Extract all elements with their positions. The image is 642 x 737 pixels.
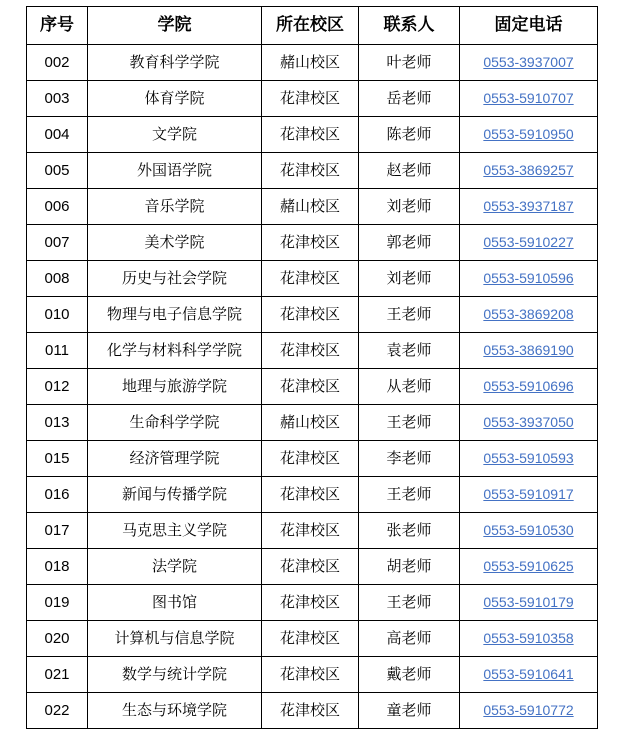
cell-contact: 陈老师 — [359, 117, 460, 153]
cell-college: 音乐学院 — [88, 189, 262, 225]
cell-campus: 花津校区 — [262, 693, 359, 729]
cell-phone — [460, 441, 598, 477]
phone-link[interactable]: 0553-3869257 — [483, 162, 574, 178]
table-row — [27, 333, 598, 369]
cell-num: 008 — [27, 261, 88, 297]
cell-num: 017 — [27, 513, 88, 549]
cell-num: 005 — [27, 153, 88, 189]
table-body — [27, 45, 598, 729]
cell-campus: 花津校区 — [262, 549, 359, 585]
cell-num: 010 — [27, 297, 88, 333]
phone-link[interactable]: 0553-5910596 — [483, 270, 574, 286]
cell-num: 003 — [27, 81, 88, 117]
header-num: 序号 — [27, 7, 88, 45]
cell-college: 数学与统计学院 — [88, 657, 262, 693]
cell-contact: 从老师 — [359, 369, 460, 405]
header-contact: 联系人 — [359, 7, 460, 45]
contacts-table — [26, 6, 598, 729]
cell-num: 006 — [27, 189, 88, 225]
cell-phone — [460, 225, 598, 261]
cell-college: 新闻与传播学院 — [88, 477, 262, 513]
phone-link[interactable]: 0553-5910179 — [483, 594, 574, 610]
cell-college: 体育学院 — [88, 81, 262, 117]
table-row — [27, 513, 598, 549]
cell-contact: 王老师 — [359, 297, 460, 333]
cell-contact: 王老师 — [359, 585, 460, 621]
cell-phone — [460, 621, 598, 657]
cell-num: 019 — [27, 585, 88, 621]
phone-link[interactable]: 0553-5910227 — [483, 234, 574, 250]
cell-contact: 袁老师 — [359, 333, 460, 369]
table-row — [27, 657, 598, 693]
phone-link[interactable]: 0553-3869208 — [483, 306, 574, 322]
table-row — [27, 585, 598, 621]
header-college: 学院 — [88, 7, 262, 45]
cell-college: 化学与材料科学学院 — [88, 333, 262, 369]
cell-phone — [460, 549, 598, 585]
cell-num: 016 — [27, 477, 88, 513]
cell-phone — [460, 45, 598, 81]
cell-phone — [460, 81, 598, 117]
cell-campus: 花津校区 — [262, 513, 359, 549]
table-row — [27, 405, 598, 441]
cell-campus: 花津校区 — [262, 369, 359, 405]
cell-contact: 王老师 — [359, 405, 460, 441]
cell-college: 文学院 — [88, 117, 262, 153]
table-header — [27, 7, 598, 45]
cell-campus: 花津校区 — [262, 261, 359, 297]
phone-link[interactable]: 0553-5910641 — [483, 666, 574, 682]
cell-contact: 岳老师 — [359, 81, 460, 117]
cell-phone — [460, 657, 598, 693]
cell-contact: 张老师 — [359, 513, 460, 549]
cell-num: 011 — [27, 333, 88, 369]
cell-phone — [460, 261, 598, 297]
cell-contact: 刘老师 — [359, 261, 460, 297]
cell-num: 015 — [27, 441, 88, 477]
table-row — [27, 297, 598, 333]
cell-contact: 高老师 — [359, 621, 460, 657]
cell-phone — [460, 693, 598, 729]
table-row — [27, 549, 598, 585]
cell-college: 教育科学学院 — [88, 45, 262, 81]
cell-campus: 花津校区 — [262, 585, 359, 621]
cell-num: 022 — [27, 693, 88, 729]
cell-contact: 叶老师 — [359, 45, 460, 81]
cell-campus: 花津校区 — [262, 441, 359, 477]
cell-contact: 郭老师 — [359, 225, 460, 261]
cell-campus: 赭山校区 — [262, 189, 359, 225]
cell-campus: 花津校区 — [262, 477, 359, 513]
cell-campus: 花津校区 — [262, 225, 359, 261]
table-row — [27, 621, 598, 657]
cell-campus: 花津校区 — [262, 153, 359, 189]
cell-phone — [460, 153, 598, 189]
table-row — [27, 225, 598, 261]
phone-link[interactable]: 0553-5910917 — [483, 486, 574, 502]
table-row — [27, 693, 598, 729]
cell-college: 经济管理学院 — [88, 441, 262, 477]
cell-num: 002 — [27, 45, 88, 81]
table-row — [27, 477, 598, 513]
cell-college: 图书馆 — [88, 585, 262, 621]
cell-college: 生态与环境学院 — [88, 693, 262, 729]
cell-college: 法学院 — [88, 549, 262, 585]
phone-link[interactable]: 0553-5910593 — [483, 450, 574, 466]
cell-contact: 戴老师 — [359, 657, 460, 693]
cell-college: 美术学院 — [88, 225, 262, 261]
cell-num: 013 — [27, 405, 88, 441]
phone-link[interactable]: 0553-3937187 — [483, 198, 574, 214]
phone-link[interactable]: 0553-5910625 — [483, 558, 574, 574]
cell-num: 004 — [27, 117, 88, 153]
table-row — [27, 261, 598, 297]
phone-link[interactable]: 0553-5910772 — [483, 702, 574, 718]
cell-campus: 花津校区 — [262, 621, 359, 657]
header-row — [27, 7, 598, 45]
cell-phone — [460, 333, 598, 369]
cell-contact: 童老师 — [359, 693, 460, 729]
table-row — [27, 45, 598, 81]
cell-phone — [460, 513, 598, 549]
phone-link[interactable]: 0553-3869190 — [483, 342, 574, 358]
cell-campus: 花津校区 — [262, 81, 359, 117]
cell-contact: 李老师 — [359, 441, 460, 477]
cell-campus: 花津校区 — [262, 657, 359, 693]
phone-link[interactable]: 0553-5910530 — [483, 522, 574, 538]
cell-college: 历史与社会学院 — [88, 261, 262, 297]
cell-num: 012 — [27, 369, 88, 405]
table-row — [27, 153, 598, 189]
cell-college: 地理与旅游学院 — [88, 369, 262, 405]
cell-college: 马克思主义学院 — [88, 513, 262, 549]
table-row — [27, 117, 598, 153]
header-campus: 所在校区 — [262, 7, 359, 45]
cell-num: 018 — [27, 549, 88, 585]
cell-num: 021 — [27, 657, 88, 693]
cell-contact: 刘老师 — [359, 189, 460, 225]
cell-campus: 赭山校区 — [262, 45, 359, 81]
cell-phone — [460, 297, 598, 333]
phone-link[interactable]: 0553-5910707 — [483, 90, 574, 106]
cell-contact: 王老师 — [359, 477, 460, 513]
cell-phone — [460, 189, 598, 225]
cell-phone — [460, 369, 598, 405]
cell-num: 007 — [27, 225, 88, 261]
table-row — [27, 369, 598, 405]
cell-phone — [460, 117, 598, 153]
cell-campus: 花津校区 — [262, 333, 359, 369]
cell-campus: 赭山校区 — [262, 405, 359, 441]
phone-link[interactable]: 0553-3937050 — [483, 414, 574, 430]
cell-college: 生命科学学院 — [88, 405, 262, 441]
cell-phone — [460, 585, 598, 621]
table-row — [27, 81, 598, 117]
cell-college: 物理与电子信息学院 — [88, 297, 262, 333]
phone-link[interactable]: 0553-5910358 — [483, 630, 574, 646]
cell-college: 计算机与信息学院 — [88, 621, 262, 657]
cell-phone — [460, 405, 598, 441]
cell-contact: 赵老师 — [359, 153, 460, 189]
table-row — [27, 189, 598, 225]
header-phone: 固定电话 — [460, 7, 598, 45]
phone-link[interactable]: 0553-5910696 — [483, 378, 574, 394]
cell-contact: 胡老师 — [359, 549, 460, 585]
cell-num: 020 — [27, 621, 88, 657]
cell-college: 外国语学院 — [88, 153, 262, 189]
phone-link[interactable]: 0553-3937007 — [483, 54, 574, 70]
contacts-table-wrapper — [26, 6, 598, 729]
cell-phone — [460, 477, 598, 513]
table-row — [27, 441, 598, 477]
cell-campus: 花津校区 — [262, 297, 359, 333]
phone-link[interactable]: 0553-5910950 — [483, 126, 574, 142]
cell-campus: 花津校区 — [262, 117, 359, 153]
